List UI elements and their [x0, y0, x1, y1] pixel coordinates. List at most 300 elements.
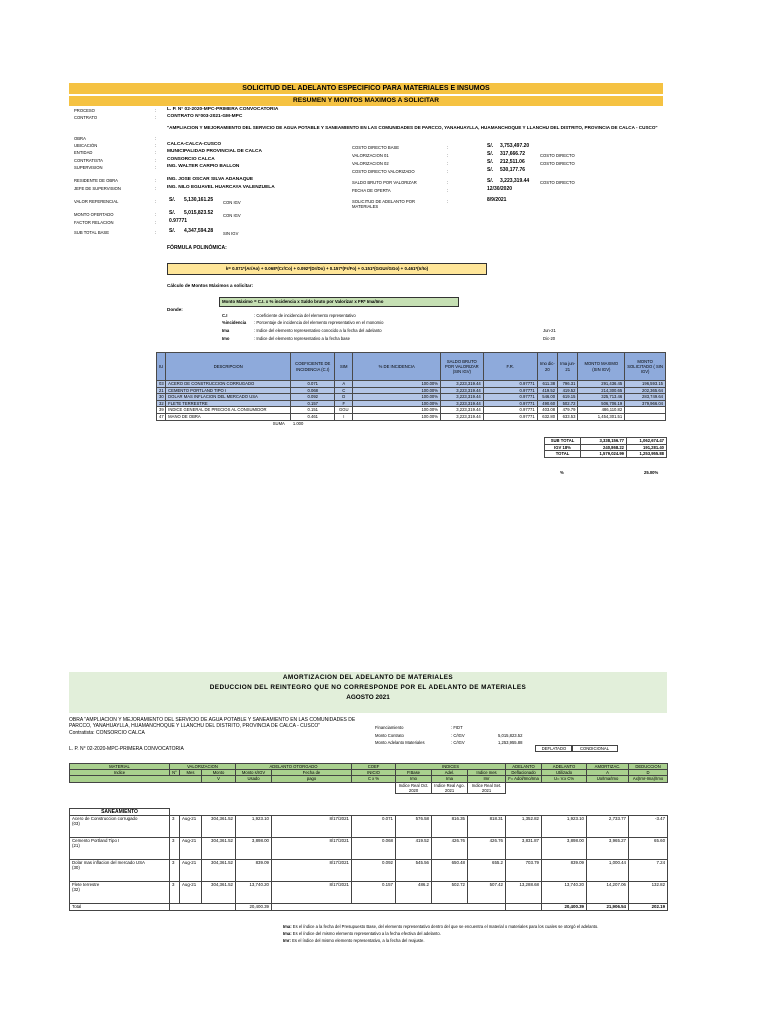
info-sep: : [155, 178, 157, 183]
info-label: JEFE DE SUPERVISION [74, 186, 121, 191]
info-value: "AMPLIACION Y MEJORAMIENTO DEL SERVICIO DE AGUA POTABLE Y SANEAMIENTO EN LAS COMUNIDADES DE PARCCO, YANAHUAYLLA, HUAMANCHOQUE Y LLANCHU DEL DISTRITO, PROVINCIA DE CALCA - CUSCO" [167, 125, 658, 130]
table-cell: MANO DE OBRA [166, 413, 291, 420]
cell-monto: 304,361.52 [202, 816, 236, 838]
material-code: (21) [72, 843, 80, 848]
cost-label: VALORIZACION 01 [352, 153, 389, 158]
note-text: Es el índice del mismo elemento representativo a la fecha efectiva del adelanto. [291, 931, 441, 936]
month-title: AGOSTO 2021 [346, 694, 390, 701]
cost-label: COSTO DIRECTO VALORIZADO [352, 169, 415, 174]
table-cell: 214,300.65 [578, 387, 625, 394]
cell-amort: 3,965.27 [587, 838, 629, 860]
subheader: N° [170, 770, 180, 776]
index-date-header: Indice Real Set. 2021 [468, 782, 506, 793]
cell-im: 655.2 [468, 860, 506, 882]
cell-fecha: 8/17/2021 [272, 860, 352, 882]
money-currency: S/. [169, 228, 176, 234]
percent-value: 25.00% [644, 470, 659, 475]
cell-mes: Aug-21 [180, 816, 202, 838]
cost-label: FECHA DE OFERTA [352, 188, 391, 193]
cell-n: 3 [170, 860, 180, 882]
max-amount-formula: Monto Máximo = C.I. x % incidencia x Saldo bruto por Valorizar x FR* Ima/Imo [219, 297, 459, 307]
money-value: 5,015,823.52 [184, 210, 214, 216]
table-cell: ACERO DE CONSTRUCCION CORRUGADO [166, 381, 291, 388]
cell-im: 507.42 [468, 882, 506, 904]
info-sep: : [155, 108, 157, 113]
table-cell: INDICE GENERAL DE PRECIOS AL CONSUMIDOR [166, 407, 291, 414]
info-value: MUNICIPALIDAD PROVINCIAL DE CALCA [167, 149, 262, 154]
table-cell: 3,223,319.44 [440, 413, 483, 420]
table-cell: 419.52 [558, 387, 578, 394]
table-cell: 3,223,319.44 [440, 387, 483, 394]
material-code: (32) [72, 887, 80, 892]
totals-label: SUB TOTAL [545, 438, 581, 445]
def-key: %incidencia [222, 320, 247, 325]
table-cell: 479.79 [558, 407, 578, 414]
cost-sep: : [447, 153, 449, 158]
money-sep: : [155, 212, 157, 217]
table-cell: 419.52 [537, 387, 557, 394]
subheader: Mes [180, 770, 202, 776]
suma-value: 1.000 [292, 420, 304, 426]
deduction-title: DEDUCCION DEL REINTEGRO QUE NO CORRESPONDE POR EL ADELANTO DE MATERIALES [209, 684, 527, 691]
info-value: CALCA-CALCA-CUSCO [167, 142, 222, 147]
sheet-title: SOLICITUD DEL ADELANTO ESPECIFICO PARA MATERIALES E INSUMOS [69, 83, 663, 94]
cell-coef: 0.071 [352, 816, 396, 838]
money-sep: : [155, 230, 157, 235]
cell-ms: 1,923.10 [236, 816, 272, 838]
totals-label: TOTAL [545, 451, 581, 458]
info-value: CONTRATO N°003-2021-GM-MPC [167, 114, 243, 119]
cell-monto: 304,361.52 [202, 882, 236, 904]
deflatado-label: DEFLATADO [535, 745, 573, 752]
money-label: VALOR REFERENCIAL [74, 199, 119, 204]
cell-adel: 650.48 [432, 860, 468, 882]
money-note: CON IGV [223, 213, 241, 218]
table-cell: 21 [157, 387, 166, 394]
money-note: SIN IGV [223, 231, 239, 236]
cell-monto: 304,361.52 [202, 838, 236, 860]
table-cell: 796.31 [558, 381, 578, 388]
suma-label: SUMA [272, 420, 285, 426]
cost-sep: : [447, 188, 449, 193]
table-cell: 0.461 [291, 413, 335, 420]
cell-defl: 13,288.68 [506, 882, 542, 904]
def-date: Jun-21 [543, 328, 556, 333]
table-cell: 633.53 [558, 413, 578, 420]
table-cell [625, 413, 666, 420]
table-cell: 506,706.19 [578, 400, 625, 407]
cost-currency: S/. [487, 143, 494, 149]
money-currency: S/. [169, 197, 176, 203]
group-header: AMORTIZAC. [587, 764, 629, 770]
material-row [70, 882, 668, 904]
note-text: Es el índice a la fecha del Presupuesto Base, del elemento representativo dentro del que se encuentra el material o materiales para los cuales se otorgó el adelanto. [291, 924, 599, 929]
index-date-header: Indice Real Ago. 2021 [432, 782, 468, 793]
table-cell: 100.00% [353, 387, 441, 394]
money-value: 4,347,594.28 [184, 228, 214, 234]
amortization-title: AMORTIZACION DEL ADELANTO DE MATERIALES [282, 674, 454, 681]
cell-fecha: 8/17/2021 [272, 882, 352, 904]
table-cell: 283,749.64 [625, 394, 666, 401]
cost-currency: S/. [487, 159, 494, 165]
table-cell: FLETE TERRESTRE [166, 400, 291, 407]
info-sep: : [155, 115, 157, 120]
totals-solicited: 1,062,674.47 [627, 438, 667, 445]
cost-value: 3,223,319.44 [500, 178, 530, 184]
cost-label: SOLICITUD DE ADELANTO POR MATERIALES [352, 199, 415, 210]
def-text: : Coeficiente de incidencia del elemento representativo [254, 313, 356, 318]
material-code: (30) [72, 865, 80, 870]
table-cell: 632.80 [537, 413, 557, 420]
cost-value: 3,753,497.20 [500, 143, 530, 149]
table-cell: 0.071 [291, 381, 335, 388]
column-header: DESCRIPCION [166, 353, 291, 381]
table-cell: 0.157 [291, 400, 335, 407]
polynomial-formula: k= 0.071*(Ar/Ao) + 0.068*(Cr/Co) + 0.092*(Dr/Do) + 0.157*(Fr/Fo) + 0.151*(GGUr/GGo) + 0.461*(Ir/Io) [167, 263, 487, 275]
table-cell: 0.97771 [483, 381, 537, 388]
column-header: Imo dic-20 [537, 353, 557, 381]
cell-pb: 419.52 [396, 838, 432, 860]
totals-solicited: 1,253,955.88 [627, 451, 667, 458]
table-cell: 0.97771 [483, 413, 537, 420]
subheader: pago [272, 776, 352, 782]
table-cell: 202,365.64 [625, 387, 666, 394]
column-header: COEFICIENTE DE INCIDENCIA (C.I) [291, 353, 335, 381]
cell-adel: 502.72 [432, 882, 468, 904]
cell-mes: Aug-21 [180, 882, 202, 904]
contratista-line: Contratista: CONSORCIO CALCA [69, 730, 145, 736]
percent-label: % [560, 470, 564, 475]
info-label: OBRA [74, 136, 86, 141]
cell-ded: 7.24 [629, 860, 668, 882]
total-label: Total [70, 904, 170, 911]
info-sep: : [155, 150, 157, 155]
money-sep: : [155, 220, 157, 225]
money-value: 5,130,161.25 [184, 197, 214, 203]
financing-value: 5,015,823.52 [498, 733, 523, 738]
table-cell: I [335, 413, 353, 420]
cost-sep: : [447, 180, 449, 185]
column-header: F.R. [483, 353, 537, 381]
subheader: Indice mes [468, 770, 506, 776]
financing-label: Financiamiento [375, 725, 404, 730]
def-key: Ima [222, 328, 230, 333]
totals-max: 3,338,156.77 [581, 438, 627, 445]
totals-row [545, 438, 667, 445]
formula-title: FÓRMULA POLINÓMICA: [167, 245, 227, 251]
cost-sep: : [447, 161, 449, 166]
subheader: INICIO [352, 770, 396, 776]
table-cell [625, 407, 666, 414]
cost-label: VALORIZACION 02 [352, 161, 389, 166]
subheader: Adel. [432, 770, 468, 776]
note-key: Imr: [283, 938, 291, 943]
note-text: Es el índice del mismo elemento representativo, a la fecha del reajuste. [290, 938, 425, 943]
cell-pb: 545.56 [396, 860, 432, 882]
cell-pb: 486.2 [396, 882, 432, 904]
def-text: : Indice del elemento representativo a la fecha base [254, 336, 350, 341]
total-amort: 21,906.54 [587, 904, 629, 911]
table-cell: 39 [157, 407, 166, 414]
totals-max: 1,579,024.99 [581, 451, 627, 458]
table-cell: 0.97771 [483, 407, 537, 414]
table-cell: 546.00 [537, 394, 557, 401]
cell-fecha: 8/17/2021 [272, 816, 352, 838]
table-cell: GGU [335, 407, 353, 414]
column-header: SIM [335, 353, 353, 381]
cell-mes: Aug-21 [180, 860, 202, 882]
cell-fecha: 8/17/2021 [272, 838, 352, 860]
cell-util: 3,898.00 [542, 838, 587, 860]
money-label: FACTOR RELACION [74, 220, 114, 225]
table-cell: 100.00% [353, 413, 441, 420]
info-label: ENTIDAD [74, 150, 93, 155]
info-sep: : [155, 186, 157, 191]
def-text: : Porcentaje de incidencia del elemento representativo en el monomio [254, 320, 384, 325]
table-cell: 0.068 [291, 387, 335, 394]
table-cell: DOLAR MAS INFLACION DEL MERCADO USA [166, 394, 291, 401]
info-value: ING. NILO EGUAVEL HUARCAYA VALENZUELA [167, 185, 275, 190]
cell-util: 1,923.10 [542, 816, 587, 838]
info-value: CONSORCIO CALCA [167, 157, 215, 162]
subheader: D [629, 770, 668, 776]
obra-description: OBRA "AMPLIACION Y MEJORAMIENTO DEL SERVICIO DE AGUA POTABLE Y SANEAMIENTO EN LAS COMUNIDADES DE PARCCO, YANAHUAYLLA, HUAMANCHOQUE Y LLANCHU DEL DISTRITO, PROVINCIA DE CALCA - CUSCO" [69, 717, 356, 730]
cell-coef: 0.157 [352, 882, 396, 904]
cost-value: 317,666.72 [500, 151, 526, 157]
column-header: IU [157, 353, 166, 381]
table-cell: 100.00% [353, 381, 441, 388]
column-header: % DE INCIDENCIA [353, 353, 441, 381]
subheader: A [587, 770, 629, 776]
table-cell: 0.97771 [483, 400, 537, 407]
money-note: CON IGV [223, 200, 241, 205]
cost-value: 8/9/2021 [487, 197, 507, 203]
condicional-label: CONDICIONAL [571, 745, 618, 752]
donde-label: Donde: [167, 307, 183, 312]
table-cell: CEMENTO PORTLAND TIPO I [166, 387, 291, 394]
def-date: Dic-20 [543, 336, 556, 341]
cost-currency: S/. [487, 167, 494, 173]
cost-value: 530,177.76 [500, 167, 526, 173]
table-cell: 47 [157, 413, 166, 420]
cell-im: 818.31 [468, 816, 506, 838]
table-row [157, 381, 666, 388]
table-cell: 100.00% [353, 400, 441, 407]
proceso-line: L. P. N° 02-2020-MPC-PRIMERA CONVOCATORIA [69, 746, 184, 752]
table-cell: 3,223,319.44 [440, 407, 483, 414]
cell-im: 426.76 [468, 838, 506, 860]
table-cell: 196,593.15 [625, 381, 666, 388]
money-currency: S/. [169, 210, 176, 216]
subheader: Deflacionado [506, 770, 542, 776]
table-cell: 502.72 [558, 400, 578, 407]
totals-solicited: 191,281.40 [627, 444, 667, 451]
cost-note: COSTO DIRECTO [540, 153, 575, 158]
material-cell [70, 838, 170, 860]
info-label: SUPERVISION [74, 165, 103, 170]
table-cell: 490.60 [537, 400, 557, 407]
cell-defl: 703.79 [506, 860, 542, 882]
index-date-header: Indice Real Oct. 2020 [396, 782, 432, 793]
table-cell: 3,223,319.44 [440, 400, 483, 407]
info-value: L. P. N° 02-2020-MPC-PRIMERA CONVOCATORIA [167, 107, 279, 112]
info-label: RESIDENTE DE OBRA [74, 178, 118, 183]
total-ded: 202.19 [629, 904, 668, 911]
material-row [70, 816, 668, 838]
info-label: UBICACIÓN [74, 143, 98, 148]
column-header: MONTO SOLICITADO ( SIN IGV) [625, 353, 666, 381]
max-amount-table [156, 352, 666, 426]
table-row [157, 413, 666, 420]
subheader: Imr [468, 776, 506, 782]
group-header: VALORIZACION [170, 764, 236, 770]
cell-defl: 3,831.87 [506, 838, 542, 860]
totals-row [545, 444, 667, 451]
note-key: Ima: [283, 931, 292, 936]
material-cell [70, 882, 170, 904]
group-header: ADELANTO [506, 764, 542, 770]
material-cell [70, 860, 170, 882]
table-cell: A [335, 381, 353, 388]
subheader: V [202, 776, 236, 782]
info-sep: : [155, 143, 157, 148]
cost-sep: : [447, 145, 449, 150]
table-row [157, 407, 666, 414]
table-cell: 611.38 [537, 381, 557, 388]
cost-note: COSTO DIRECTO [540, 161, 575, 166]
table-cell: F [335, 400, 353, 407]
table-cell: 32 [157, 400, 166, 407]
info-sep: : [155, 165, 157, 170]
cell-coef: 0.092 [352, 860, 396, 882]
cell-monto: 304,361.52 [202, 860, 236, 882]
subheader: Monto [202, 770, 236, 776]
cell-util: 13,740.20 [542, 882, 587, 904]
group-header: ADELANTO OTORGADO [236, 764, 352, 770]
amortization-header-table [69, 763, 667, 794]
cost-label: SALDO BRUTO POR VALORIZAR [352, 180, 417, 185]
info-label: PROCESO [74, 108, 95, 113]
info-label: CONTRATO [74, 115, 98, 120]
table-row [157, 387, 666, 394]
total-util: 20,400.39 [542, 904, 587, 911]
subheader: Imo [396, 776, 432, 782]
cell-ded: -3.47 [629, 816, 668, 838]
table-row [157, 400, 666, 407]
cell-n: 3 [170, 816, 180, 838]
money-label: MONTO OFERTADO [74, 212, 114, 217]
table-cell: 3,223,319.44 [440, 381, 483, 388]
group-header: DEDUCCION [629, 764, 668, 770]
table-cell: 325,713.46 [578, 394, 625, 401]
subheader: Uo/Ima/Imo [587, 776, 629, 782]
table-cell: 291,436.45 [578, 381, 625, 388]
cost-note: COSTO DIRECTO [540, 180, 575, 185]
table-cell: 100.00% [353, 394, 441, 401]
totals-label: IGV 18% [545, 444, 581, 451]
table-cell: 0.97771 [483, 387, 537, 394]
table-cell: 619.15 [558, 394, 578, 401]
money-sep: : [155, 199, 157, 204]
group-header: COEF [352, 764, 396, 770]
financing-sep: : FIDT [451, 725, 463, 730]
material-row [70, 838, 668, 860]
financing-label: Monto Adelanto Materiales [375, 740, 425, 745]
material-cell [70, 816, 170, 838]
cell-amort: 14,207.06 [587, 882, 629, 904]
financing-value: 1,253,955.88 [498, 740, 523, 745]
material-name: Dolar mas inflacion del mercado USA [72, 860, 145, 865]
sheet-subtitle: RESUMEN Y MONTOS MAXIMOS A SOLICITAR [69, 96, 663, 106]
material-row [70, 860, 668, 882]
cell-ms: 839.09 [236, 860, 272, 882]
money-value: 0.97771 [169, 218, 188, 224]
totals-row [545, 451, 667, 458]
totals-table [544, 437, 667, 458]
cell-adel: 426.76 [432, 838, 468, 860]
cell-util: 839.09 [542, 860, 587, 882]
saneamiento-header: SANEAMIENTO [70, 809, 170, 816]
note-line [283, 938, 425, 943]
cell-pb: 576.58 [396, 816, 432, 838]
cell-ded: 65.60 [629, 838, 668, 860]
column-header: SALDO BRUTO POR VALORIZAR (SIN IGV) [440, 353, 483, 381]
column-header: Ima jun-21 [558, 353, 578, 381]
def-text: : Indice del elemento representativo conocido a la fecha del adelanto [254, 328, 382, 333]
table-cell: D [335, 394, 353, 401]
cost-sep: : [447, 199, 449, 204]
cell-amort: 2,733.77 [587, 816, 629, 838]
total-ms: 20,400.39 [236, 904, 272, 911]
cell-ms: 3,898.00 [236, 838, 272, 860]
subheader: Monto s/IGV [236, 770, 272, 776]
subheader: U= V.x C% [542, 776, 587, 782]
cost-value: 12/30/2020 [487, 186, 513, 192]
cell-adel: 816.35 [432, 816, 468, 838]
money-label: SUB TOTAL BASE [74, 230, 109, 235]
material-code: (03) [72, 821, 80, 826]
subheader: Ax(Imr-Ima)/Imo [629, 776, 668, 782]
table-cell: 100.00% [353, 407, 441, 414]
group-header: INDICES [396, 764, 506, 770]
table-cell: 403.08 [537, 407, 557, 414]
info-value: ING. JOSE OSCAR SILVA ADANAQUE [167, 177, 254, 182]
info-sep: : [155, 136, 157, 141]
material-name: Cemento Portland Tipo I [72, 838, 120, 843]
table-cell: 30 [157, 394, 166, 401]
table-cell: 0.151 [291, 407, 335, 414]
table-cell: 1,454,301.51 [578, 413, 625, 420]
cost-sep: : [447, 169, 449, 174]
subheader: Fecha de [272, 770, 352, 776]
cell-defl: 1,352.82 [506, 816, 542, 838]
note-line [283, 931, 441, 936]
table-cell: 486,110.82 [578, 407, 625, 414]
table-row [157, 394, 666, 401]
cell-coef: 0.068 [352, 838, 396, 860]
totals-max: 240,868.22 [581, 444, 627, 451]
table-cell: 3,223,319.44 [440, 394, 483, 401]
cell-n: 3 [170, 882, 180, 904]
note-line [283, 924, 598, 929]
material-name: Flete terrestre [72, 882, 100, 887]
cost-value: 212,511.06 [500, 159, 525, 165]
column-header: MONTO MAXIMO (SIN IGV) [578, 353, 625, 381]
cell-ded: 132.82 [629, 882, 668, 904]
group-header: MATERIAL [70, 764, 170, 770]
financing-sep: : C/IGV [451, 740, 465, 745]
info-label: CONTRATISTA [74, 158, 103, 163]
